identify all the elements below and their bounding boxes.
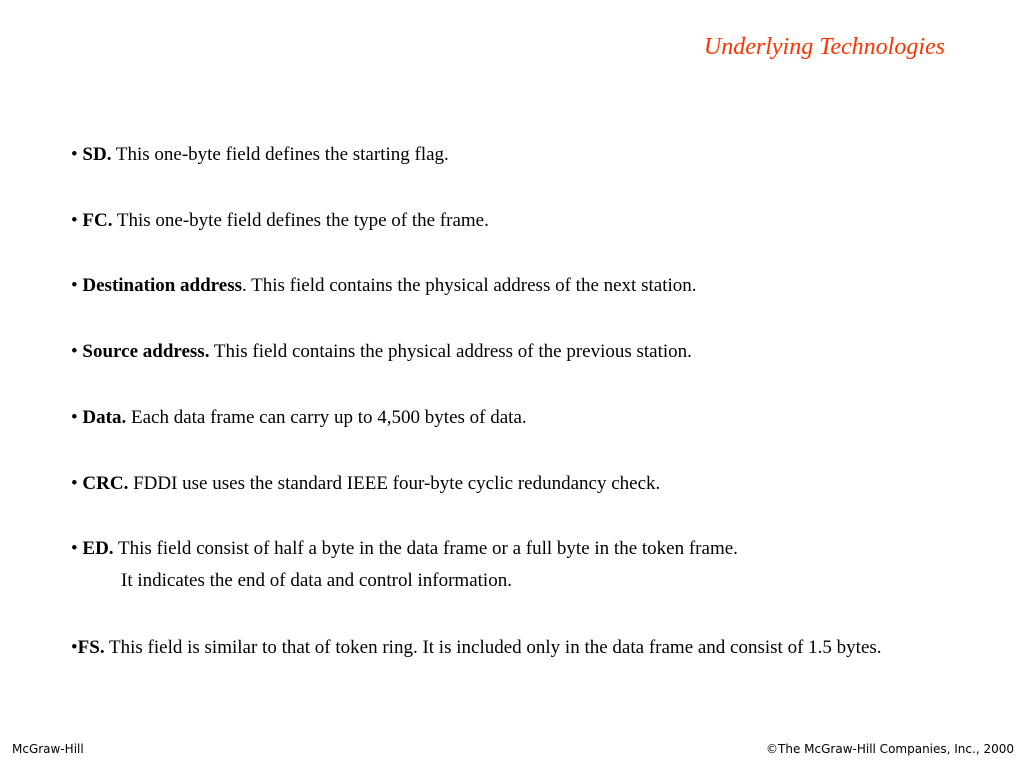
bullet-text: Each data frame can carry up to 4,500 bytes of data. <box>126 407 527 428</box>
bullet-term: Data. <box>82 407 127 428</box>
bullet-text: This one-byte field defines the starting flag. <box>111 144 449 165</box>
bullet-marker: • <box>71 407 83 428</box>
bullet-text: . This field contains the physical address of the next station. <box>242 275 697 296</box>
bullet-marker: • <box>71 210 83 231</box>
bullet-marker: • <box>71 473 83 494</box>
bullet-term: FS. <box>77 637 105 658</box>
bullet-term: ED. <box>82 538 114 559</box>
bullet-text: This one-byte field defines the type of the frame. <box>112 210 489 231</box>
bullet-ed <box>71 537 971 593</box>
bullet-text: This field contains the physical address of the previous station. <box>209 341 692 362</box>
bullet-destination-address <box>71 274 971 298</box>
bullet-text: This field is similar to that of token ring. It is included only in the data frame and consist of 1.5 bytes. <box>104 637 882 658</box>
bullet-marker: • <box>71 538 83 559</box>
bullet-marker: • <box>71 341 83 362</box>
slide-title: Underlying Technologies <box>703 34 945 60</box>
footer-publisher: McGraw-Hill <box>12 742 84 756</box>
bullet-source-address <box>71 340 971 364</box>
bullet-text: FDDI use uses the standard IEEE four-byte cyclic redundancy check. <box>128 473 661 494</box>
footer-copyright: ©The McGraw-Hill Companies, Inc., 2000 <box>766 742 1014 756</box>
bullet-term: Destination address <box>82 275 242 296</box>
bullet-marker: • <box>71 144 83 165</box>
bullet-term: CRC. <box>82 473 129 494</box>
bullet-term: SD. <box>82 144 112 165</box>
bullet-marker: • <box>71 637 78 658</box>
bullet-data <box>71 406 971 430</box>
bullet-text: This field consist of half a byte in the data frame or a full byte in the token frame. <box>113 538 738 559</box>
bullet-marker: • <box>71 275 83 296</box>
bullet-fc <box>71 209 971 233</box>
bullet-sd <box>71 143 971 167</box>
bullet-term: Source address. <box>82 341 210 362</box>
bullet-continuation: It indicates the end of data and control information. <box>121 570 512 591</box>
bullet-crc <box>71 472 971 496</box>
bullet-fs <box>71 634 971 662</box>
bullet-term: FC. <box>82 210 113 231</box>
